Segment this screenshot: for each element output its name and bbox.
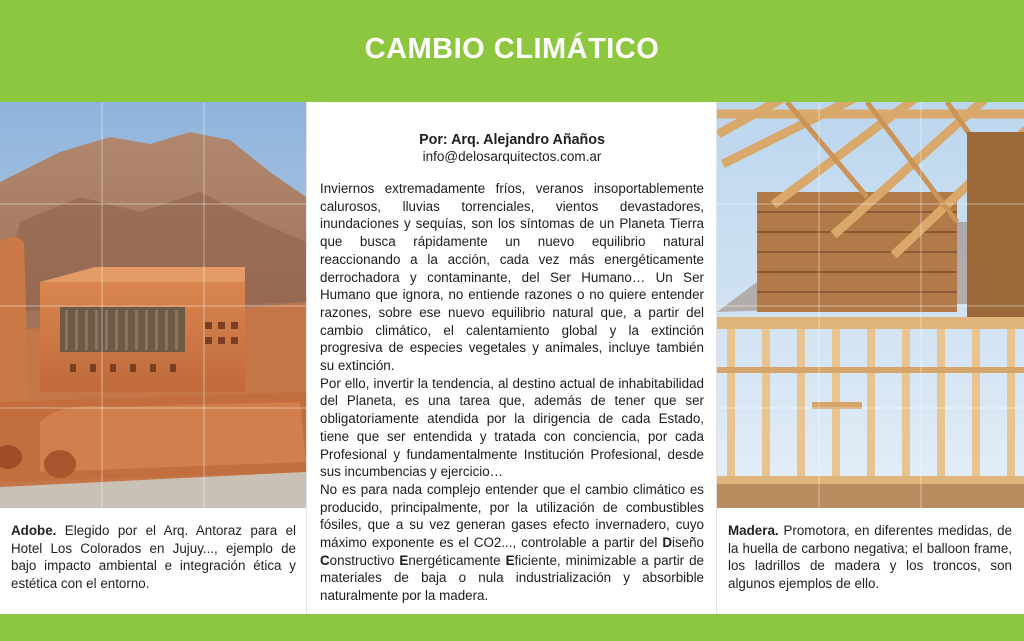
article-text: No es para nada complejo entender que el cambio climático es producido, principalmente, por la utilización de combustibles fósiles, que a su vez generan gases efecto invernadero, cuyo máximo exponente es el CO2..., controlable a partir del: [320, 481, 704, 551]
caption-text: Elegido por el Arq. Antoraz para el Hotel Los Colorados en Jujuy..., ejemplo de bajo impacto ambiental e integración ética y estética con el entorno.: [11, 523, 296, 591]
article-paragraph: Inviernos extremadamente fríos, veranos insoportablemente calurosos, lluvias torrenciales, vientos devastadores, inundaciones y sequías, son los síntomas de un Planeta Tierra que busca rápidamente un nuevo equilibrio natural reaccionando a la acción, cada vez más energéticamente derrochadora y contaminante, del Ser Humano… Un Ser Humano que ignora, no entiende razones o no quiere entender razones, sobre ese nuevo equilibrio natural que, a partir del cambio climático, el calentamiento global y la extinción progresiva de especies vegetales y animales, incluye también su extinción.: [320, 181, 704, 374]
article-column: [320, 132, 704, 605]
author-email[interactable]: info@delosarquitectos.com.ar: [422, 149, 602, 164]
article-paragraph: Por ello, invertir la tendencia, al destino actual de inhabitabilidad del Planeta, es una tarea que, además de tener que ser obligatoriamente atendida por la dirigencia de cada Estado, tiene que ser entendida y tratada con conciencia, por cada Profesional y fundamentalmente Institución Profesional, desde sus incumbencias y ejercicio…: [320, 375, 704, 480]
adobe-hotel-photo: [0, 102, 306, 508]
header-banner: [0, 0, 1024, 102]
author-byline: Por: Arq. Alejandro Añaños: [419, 132, 605, 148]
article-text: iseño: [671, 535, 704, 551]
article-body: [320, 180, 704, 605]
timber-frame-house-photo: [717, 102, 1024, 508]
acronym-letter: C: [320, 552, 330, 568]
acronym-letter: E: [399, 552, 409, 568]
article-paragraph: [320, 481, 704, 605]
article-text: onstructivo: [329, 552, 400, 568]
caption-text: Promotora, en diferentes medidas, de la huella de carbono negativa; el balloon frame, los ladrillos de madera y los troncos, son algunos ejemplos de ello.: [728, 523, 1012, 591]
caption-label: Madera.: [728, 523, 779, 538]
footer-bar: [0, 614, 1024, 641]
caption-label: Adobe.: [11, 523, 57, 538]
acronym-letter: D: [662, 535, 672, 551]
column-divider: [306, 102, 307, 614]
article-text: nergéticamente: [408, 552, 506, 568]
acronym-letter: E: [505, 552, 515, 568]
adobe-caption: [11, 522, 296, 592]
article-text: ficiente, minimizable a partir de materiales de baja o nula industrialización y absorbible naturalmente por la madera.: [320, 552, 704, 604]
madera-caption: [728, 522, 1012, 592]
column-divider: [716, 102, 717, 614]
page-title: CAMBIO CLIMÁTICO: [364, 33, 660, 65]
